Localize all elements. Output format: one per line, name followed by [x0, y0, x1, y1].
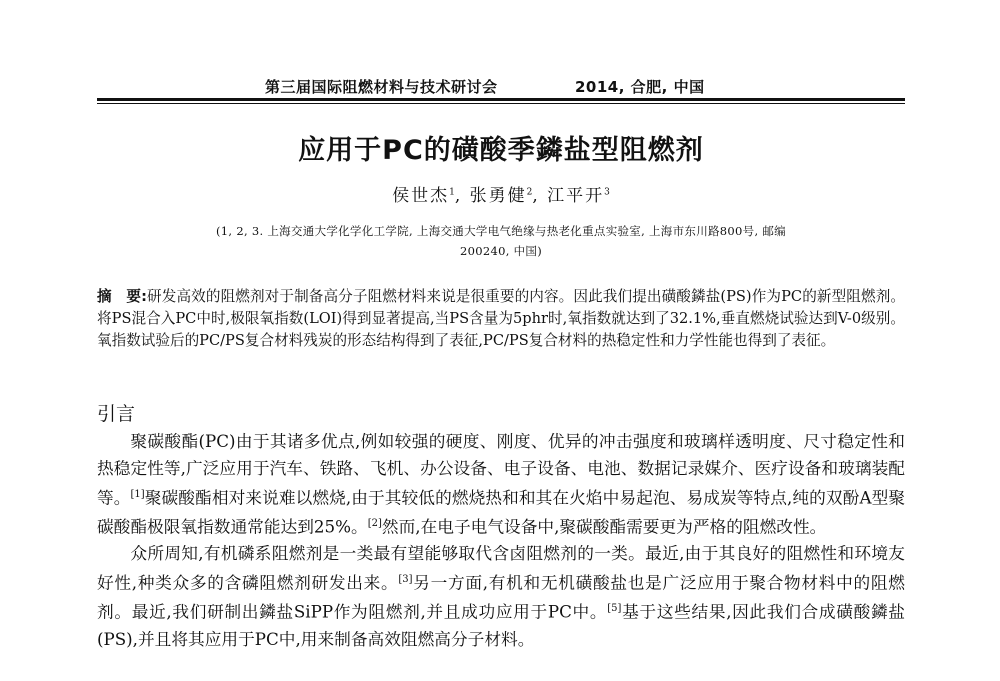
paragraph-text: 另一方面,有机和无机磺酸盐也是广泛应用于聚合物材料中的阻燃剂。最近,我们研制出鏻盐SiPP作为阻燃剂,并且成功应用于PC中。 — [97, 572, 905, 623]
abstract — [97, 286, 905, 352]
author-separator: , — [454, 186, 470, 206]
conference-date-place: 2014, 合肥, 中国 — [575, 78, 705, 96]
header-rule-thin — [97, 103, 905, 104]
affiliation-line-1: (1, 2, 3. 上海交通大学化学化工学院, 上海交通大学电气绝缘与热老化重点实验室, 上海市东川路800号, 邮编 — [216, 224, 786, 238]
paper-title: 应用于PC的磺酸季鏻盐型阻燃剂 — [298, 135, 704, 166]
citation-ref: [1] — [130, 488, 145, 500]
conference-name: 第三届国际阻燃材料与技术研讨会 — [265, 78, 498, 96]
author-name: 侯世杰 — [392, 186, 450, 206]
author-name: 江平开 — [547, 186, 605, 206]
abstract-label: 摘 要: — [97, 288, 147, 305]
paragraph-2 — [97, 540, 905, 652]
affiliation-line-2: 200240, 中国) — [460, 244, 542, 258]
citation-ref: [3] — [398, 574, 413, 586]
citation-ref: [2] — [367, 517, 382, 529]
affiliation — [97, 221, 905, 261]
running-header — [97, 74, 905, 98]
body-text — [97, 428, 905, 653]
paragraph-text: 众所周知,有机磷系阻燃剂是一类最有望能够取代含卤阻燃剂的一类。最近,由于其良好的阻燃性和环境友好性,种类众多的含磷阻燃剂研发出来。 — [97, 543, 905, 593]
abstract-text: 研发高效的阻燃剂对于制备高分子阻燃材料来说是很重要的内容。因此我们提出磺酸鏻盐(PS)作为PC的新型阻燃剂。将PS混合入PC中时,极限氧指数(LOI)得到显著提高,当PS含量为5phr时,氧指数就达到了32.1%,垂直燃烧试验达到V-0级别。氧指数试验后的PC/PS复合材料残炭的形态结构得到了表征,PC/PS复合材料的热稳定性和力学性能也得到了表征。 — [97, 288, 905, 349]
author-affil-mark: 2 — [526, 187, 533, 198]
paragraph-1 — [97, 428, 905, 540]
author-affil-mark: 1 — [449, 187, 455, 198]
section-heading-introduction: 引言 — [97, 403, 136, 425]
header-rule-thick — [97, 98, 905, 101]
author-list — [97, 181, 905, 206]
author-affil-mark: 3 — [604, 187, 610, 198]
paragraph-text: 基于这些结果,因此我们合成磺酸鏻盐(PS),并且将其应用于PC中,用来制备高效阻燃高分子材料。 — [97, 602, 905, 649]
paragraph-text: 聚碳酸酯相对来说难以燃烧,由于其较低的燃烧热和和其在火焰中易起泡、易成炭等特点,纯的双酚A型聚碳酸酯极限氧指数通常能达到25%。 — [97, 487, 906, 537]
author-name: 张勇健 — [469, 186, 527, 206]
author-separator: , — [532, 186, 548, 206]
paragraph-text: 聚碳酸酯(PC)由于其诸多优点,例如较强的硬度、刚度、优异的冲击强度和玻璃样透明度、尺寸稳定性和热稳定性等,广泛应用于汽车、铁路、飞机、办公设备、电子设备、电池、数据记录媒介、医疗设备和玻璃装配等。 — [97, 431, 905, 508]
paragraph-text: 然而,在电子电气设备中,聚碳酸酯需要更为严格的阻燃改性。 — [381, 516, 827, 537]
citation-ref: [5] — [607, 603, 622, 615]
